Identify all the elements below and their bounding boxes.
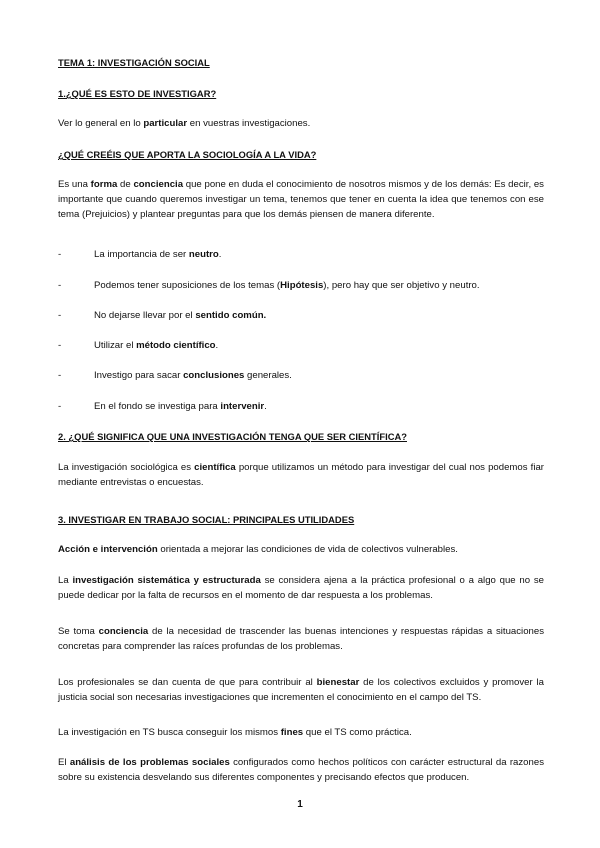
section-3-heading: 3. INVESTIGAR EN TRABAJO SOCIAL: PRINCIPALES UTILIDADES [58, 514, 355, 525]
text-run: . [264, 401, 267, 412]
text-run: ), pero hay que ser objetivo y neutro. [323, 280, 480, 291]
bullet-dash: - [58, 370, 62, 381]
text-run: En el fondo se investiga para [94, 401, 221, 412]
list-item-text [94, 309, 266, 324]
list-item-text [94, 279, 480, 294]
paragraph-particular [58, 117, 544, 132]
paragraph-conciencia [58, 178, 544, 223]
bullet-dash: - [58, 310, 62, 321]
text-run: Ver lo general en lo [58, 118, 144, 129]
text-run: No dejarse llevar por el [94, 310, 196, 321]
text-run: La investigación sociológica es [58, 462, 195, 473]
text-run: La [58, 575, 73, 586]
paragraph-accion [58, 543, 544, 558]
text-run: Podemos tener suposiciones de los temas ( [94, 280, 281, 291]
bold-term: forma [90, 179, 118, 190]
text-run: La importancia de ser [94, 249, 189, 260]
bold-term: Hipótesis [280, 280, 324, 291]
text-run: Los profesionales se dan cuenta de que para contribuir al [58, 677, 317, 688]
text-run: . [215, 340, 219, 351]
list-item-text [94, 339, 218, 354]
paragraph-analisis [58, 756, 544, 786]
bold-term: Acción e intervención [58, 544, 158, 555]
text-run: de [117, 179, 134, 190]
text-run: Se toma [58, 626, 99, 637]
bold-term: intervenir [220, 401, 265, 412]
text-run: La investigación en TS busca conseguir los mismos [58, 727, 281, 738]
text-run: Es una [58, 179, 91, 190]
text-run: . [218, 249, 222, 260]
bold-term: conciencia [133, 179, 184, 190]
bold-term: conciencia [98, 626, 149, 637]
bold-term: investigación sistemática y estructurada [72, 575, 261, 586]
text-run: de los colectivos excluidos y promover la justicia social son necesarias investigaciones que incrementen el conocimiento en el campo del TS. [58, 677, 544, 703]
paragraph-fines [58, 726, 544, 741]
bold-term: fines [280, 727, 304, 738]
text-run: se considera ajena a la práctica profesional o a algo que no se puede dedicar por la falta de recursos en el momento de dar respuesta a los problemas. [58, 575, 544, 601]
bullet-dash: - [58, 401, 62, 412]
text-run: configurados como hechos políticos con carácter estructural da razones sobre su existencia desvelando sus diferentes componentes y precisando efectos que producen. [58, 757, 544, 783]
section-2-heading: 2. ¿QUÉ SIGNIFICA QUE UNA INVESTIGACIÓN TENGA QUE SER CIENTÍFICA? [58, 431, 407, 442]
bold-term: sentido común. [195, 310, 267, 321]
list-item-text [94, 248, 221, 263]
text-run: Utilizar el [94, 340, 137, 351]
bold-term: particular [143, 118, 188, 129]
section-1-heading: 1.¿QUÉ ES ESTO DE INVESTIGAR? [58, 88, 217, 99]
bullet-dash: - [58, 280, 62, 291]
list-item-text [94, 400, 267, 415]
bold-term: conclusiones [183, 370, 245, 381]
document-title: TEMA 1: INVESTIGACIÓN SOCIAL [58, 57, 210, 68]
bold-term: neutro [188, 249, 219, 260]
text-run: Investigo para sacar [94, 370, 184, 381]
paragraph-investigacion-sistematica [58, 574, 544, 604]
bold-term: bienestar [316, 677, 360, 688]
bullet-dash: - [58, 249, 62, 260]
paragraph-bienestar [58, 676, 544, 706]
paragraph-cientifica [58, 461, 544, 491]
bold-term: científica [194, 462, 236, 473]
text-run: El [58, 757, 70, 768]
sociology-heading: ¿QUÉ CREÉIS QUE APORTA LA SOCIOLOGÍA A LA VIDA? [58, 149, 317, 160]
list-item-text [94, 369, 292, 384]
bold-term: análisis de los problemas sociales [69, 757, 230, 768]
paragraph-toma-conciencia [58, 625, 544, 655]
text-run: que pone en duda el conocimiento de nosotros mismos y de los demás: Es decir, es importante que cuando queremos investigar un tema, tenemos que tener en cuenta la idea que tenemos con ese tema (Prejuicios) y plantear preguntas para que los demás piensen de manera diferente. [58, 179, 544, 220]
text-run: porque utilizamos un método para investigar del cual nos podemos fiar mediante entrevistas o encuestas. [58, 462, 544, 488]
bold-term: método científico [136, 340, 216, 351]
page-number: 1 [297, 799, 303, 810]
text-run: orientada a mejorar las condiciones de vida de colectivos vulnerables. [157, 544, 458, 555]
text-run: que el TS como práctica. [303, 727, 412, 738]
text-run: de la necesidad de trascender las buenas intenciones y respuestas rápidas a situaciones concretas para comprender las raíces profundas de los problemas. [58, 626, 544, 652]
text-run: generales. [244, 370, 292, 381]
text-run: en vuestras investigaciones. [187, 118, 311, 129]
bullet-dash: - [58, 340, 62, 351]
